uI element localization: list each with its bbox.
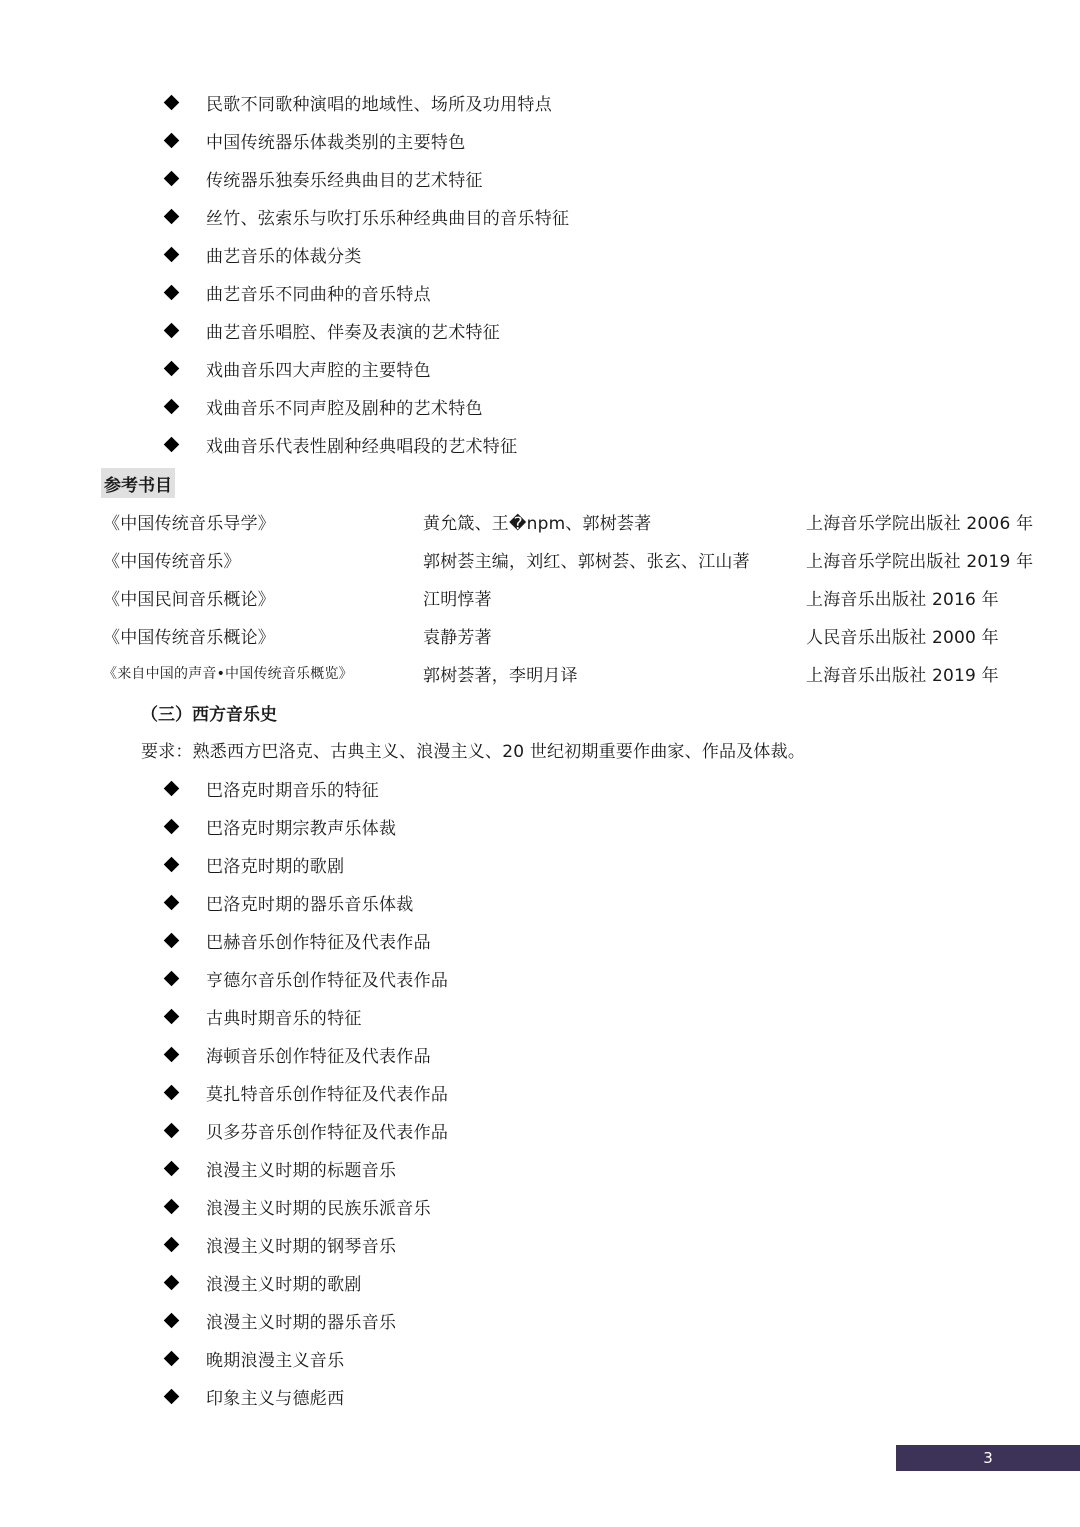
list-item	[162, 925, 431, 955]
list-item	[162, 201, 569, 231]
diamond-bullet-icon	[164, 1312, 180, 1328]
requirement-text: 要求：熟悉西方巴洛克、古典主义、浪漫主义、20 世纪初期重要作曲家、作品及体裁。	[141, 741, 806, 762]
diamond-bullet-icon	[164, 322, 180, 338]
list-item	[162, 1343, 344, 1373]
reference-publisher: 上海音乐出版社 2019 年	[806, 665, 999, 686]
reference-title: 《来自中国的声音•中国传统音乐概览》	[103, 666, 353, 682]
list-item-text: 巴洛克时期的歌剧	[206, 856, 345, 877]
diamond-bullet-icon	[164, 94, 180, 110]
diamond-bullet-icon	[164, 894, 180, 910]
list-item	[162, 125, 466, 155]
diamond-bullet-icon	[164, 398, 180, 414]
reference-publisher: 上海音乐学院出版社 2006 年	[806, 513, 1034, 534]
reference-title: 《中国民间音乐概论》	[103, 589, 275, 610]
list-item	[162, 849, 344, 879]
list-item-text: 戏曲音乐代表性剧种经典唱段的艺术特征	[206, 436, 518, 457]
diamond-bullet-icon	[164, 1008, 180, 1024]
diamond-bullet-icon	[164, 284, 180, 300]
list-item	[162, 1001, 362, 1031]
reference-publisher: 人民音乐出版社 2000 年	[806, 627, 999, 648]
diamond-bullet-icon	[164, 1274, 180, 1290]
diamond-bullet-icon	[164, 1388, 180, 1404]
diamond-bullet-icon	[164, 970, 180, 986]
diamond-bullet-icon	[164, 780, 180, 796]
reference-author: 郭树荟著，李明月译	[423, 665, 578, 686]
list-item	[162, 1115, 448, 1145]
list-item	[162, 277, 431, 307]
list-item-text: 曲艺音乐唱腔、伴奏及表演的艺术特征	[206, 322, 501, 343]
list-item-text: 浪漫主义时期的标题音乐	[206, 1160, 397, 1181]
list-item	[162, 87, 552, 117]
diamond-bullet-icon	[164, 1350, 180, 1366]
list-item-text: 海顿音乐创作特征及代表作品	[206, 1046, 431, 1067]
reference-row	[0, 506, 1080, 536]
list-item	[162, 1381, 344, 1411]
diamond-bullet-icon	[164, 932, 180, 948]
list-item	[162, 1191, 431, 1221]
list-item-text: 巴洛克时期音乐的特征	[206, 780, 379, 801]
reference-row	[0, 544, 1080, 574]
list-item	[162, 1039, 431, 1069]
reference-publisher: 上海音乐出版社 2016 年	[806, 589, 999, 610]
page-number: 3	[896, 1445, 1080, 1471]
reference-row	[0, 658, 1080, 688]
list-item	[162, 963, 448, 993]
list-item-text: 曲艺音乐的体裁分类	[206, 246, 362, 267]
reference-author: 江明惇著	[423, 589, 492, 610]
diamond-bullet-icon	[164, 1160, 180, 1176]
list-item	[162, 887, 414, 917]
diamond-bullet-icon	[164, 1046, 180, 1062]
list-item-text: 民歌不同歌种演唱的地域性、场所及功用特点	[206, 94, 552, 115]
diamond-bullet-icon	[164, 1236, 180, 1252]
list-item-text: 巴赫音乐创作特征及代表作品	[206, 932, 431, 953]
diamond-bullet-icon	[164, 208, 180, 224]
diamond-bullet-icon	[164, 1198, 180, 1214]
list-item-text: 巴洛克时期的器乐音乐体裁	[206, 894, 414, 915]
list-item	[162, 315, 500, 345]
reference-row	[0, 582, 1080, 612]
list-item	[162, 391, 483, 421]
list-item	[162, 1229, 396, 1259]
list-item	[162, 811, 396, 841]
reference-publisher: 上海音乐学院出版社 2019 年	[806, 551, 1034, 572]
list-item	[162, 353, 431, 383]
list-item-text: 戏曲音乐不同声腔及剧种的艺术特色	[206, 398, 483, 419]
diamond-bullet-icon	[164, 360, 180, 376]
reference-title: 《中国传统音乐》	[103, 551, 241, 572]
list-item	[162, 239, 362, 269]
list-item-text: 晚期浪漫主义音乐	[206, 1350, 345, 1371]
list-item-text: 浪漫主义时期的民族乐派音乐	[206, 1198, 431, 1219]
list-item-text: 戏曲音乐四大声腔的主要特色	[206, 360, 431, 381]
list-item-text: 传统器乐独奏乐经典曲目的艺术特征	[206, 170, 483, 191]
list-item-text: 贝多芬音乐创作特征及代表作品	[206, 1122, 449, 1143]
list-item-text: 印象主义与德彪西	[206, 1388, 345, 1409]
reference-author: 郭树荟主编，刘红、郭树荟、张玄、江山著	[423, 551, 750, 572]
diamond-bullet-icon	[164, 856, 180, 872]
reference-title: 《中国传统音乐概论》	[103, 627, 275, 648]
references-heading: 参考书目	[101, 468, 175, 498]
diamond-bullet-icon	[164, 436, 180, 452]
diamond-bullet-icon	[164, 1122, 180, 1138]
list-item	[162, 429, 517, 459]
list-item	[162, 1305, 396, 1335]
list-item-text: 巴洛克时期宗教声乐体裁	[206, 818, 397, 839]
diamond-bullet-icon	[164, 132, 180, 148]
diamond-bullet-icon	[164, 1084, 180, 1100]
list-item-text: 亨德尔音乐创作特征及代表作品	[206, 970, 449, 991]
list-item-text: 丝竹、弦索乐与吹打乐乐种经典曲目的音乐特征	[206, 208, 570, 229]
section-heading-western-music: （三）西方音乐史	[141, 704, 277, 725]
diamond-bullet-icon	[164, 246, 180, 262]
diamond-bullet-icon	[164, 170, 180, 186]
list-item-text: 浪漫主义时期的歌剧	[206, 1274, 362, 1295]
reference-author: 黄允箴、王�npm、郭树荟著	[423, 513, 652, 534]
list-item-text: 浪漫主义时期的钢琴音乐	[206, 1236, 397, 1257]
list-item	[162, 1077, 448, 1107]
list-item	[162, 1153, 396, 1183]
reference-row	[0, 620, 1080, 650]
list-item-text: 古典时期音乐的特征	[206, 1008, 362, 1029]
list-item	[162, 163, 483, 193]
diamond-bullet-icon	[164, 818, 180, 834]
list-item-text: 中国传统器乐体裁类别的主要特色	[206, 132, 466, 153]
list-item-text: 浪漫主义时期的器乐音乐	[206, 1312, 397, 1333]
list-item	[162, 773, 379, 803]
list-item	[162, 1267, 362, 1297]
list-item-text: 莫扎特音乐创作特征及代表作品	[206, 1084, 449, 1105]
list-item-text: 曲艺音乐不同曲种的音乐特点	[206, 284, 431, 305]
reference-title: 《中国传统音乐导学》	[103, 513, 275, 534]
reference-author: 袁静芳著	[423, 627, 492, 648]
